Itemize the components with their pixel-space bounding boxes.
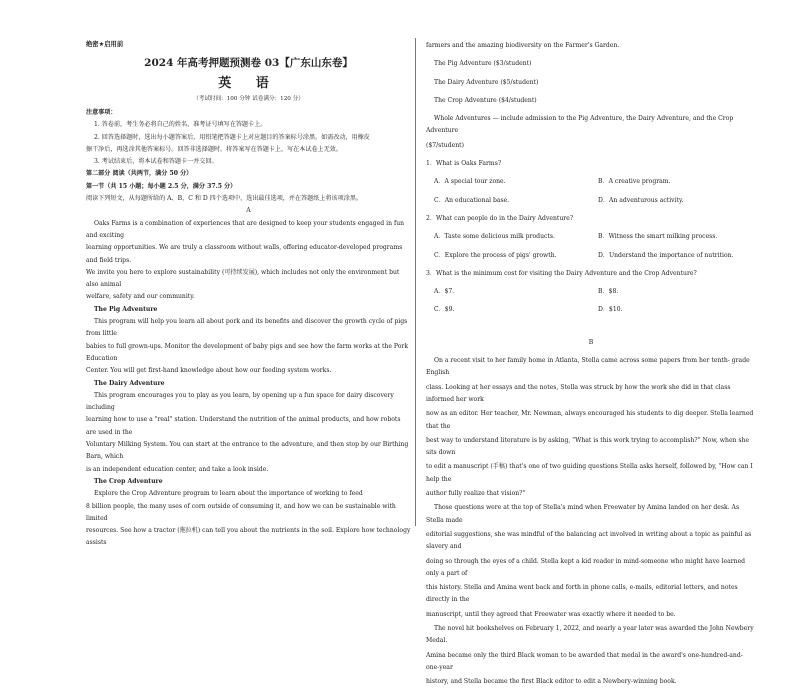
instruction-text: 阅读下列短文，从每题所给的 A、B、C 和 D 四个选项中，选出最佳选项，并在答题纸上将该项涂黑。 <box>86 195 363 203</box>
intro-line: We invite you here to explore sustainability (可持续发展), which includes not only the environment but also animal <box>86 268 400 289</box>
option-row <box>426 304 756 316</box>
b-para2-line: editorial suggestions, she was mindful of the balancing act involved in writing about a topic as painful as slavery and <box>426 530 752 551</box>
passage-b-label: B <box>588 338 594 346</box>
crop-heading: The Crop Adventure <box>94 477 163 485</box>
question-stem: 3．What is the minimum cost for visiting the Dairy Adventure and the Crop Adventure? <box>426 269 697 277</box>
b-para3-line: history, and Stella became the first Black editor to edit a Newbery-winning book. <box>426 678 677 686</box>
crop-line: 8 billion people, the many uses of corn outside of consuming it, and how we can be sustainable with limited <box>86 502 396 522</box>
dairy-line: learning how to use a "real" station. Understand the nutrition of the animal products, and how robots are used in the <box>86 416 401 436</box>
intro-line: welfare, safety and our community. <box>86 293 195 301</box>
part-heading: 第二部分 阅读（共两节，满分 50 分） <box>86 170 193 178</box>
option-c: C．An educational base. <box>434 196 510 204</box>
b-para1-line: class. Looking at her essays and the notes, Stella was struck by how the work she did in that class informed her work <box>426 383 731 403</box>
option-a: A．A special tour zone. <box>434 178 506 186</box>
b-para2-line: Those questions were at the top of Stella's mind when Freewater by Amina landed on her desk. As Stella made <box>426 504 740 524</box>
crop-line: Explore the Crop Adventure program to learn about the importance of working to feed <box>94 490 363 498</box>
option-row <box>426 286 756 298</box>
option-c: C．$9. <box>434 306 455 314</box>
b-para1-line: to edit a manuscript (手稿) that's one of two guiding questions Stella asks herself, followed by, "How can I help the <box>426 463 753 483</box>
option-b: B．A creative program. <box>598 178 671 186</box>
price-line: The Pig Adventure ($3/student) <box>434 60 532 68</box>
subject-title: 英 语 <box>218 76 279 91</box>
b-para1-line: author fully realize that vision?" <box>426 490 526 498</box>
price-line: The Crop Adventure ($4/student) <box>434 96 537 104</box>
option-d: D．An adventurous activity. <box>598 196 684 204</box>
pig-line: Center. You will get first-hand knowledge about how our feeding system works. <box>86 367 332 375</box>
section-heading: 第一节（共 15 小题；每小题 2.5 分，满分 37.5 分） <box>86 182 237 190</box>
option-row <box>426 231 756 243</box>
right-column <box>426 38 756 688</box>
dairy-line: is an independent education center, and take a look inside. <box>86 465 269 473</box>
option-a: A．Taste some delicious milk products. <box>434 233 555 241</box>
left-column <box>86 38 411 550</box>
notice-line: 擦干净后，再选涂其他答案标号。回答非选择题时，将答案写在答题卡上，写在本试卷上无效。 <box>86 145 342 153</box>
b-para3-line: Amina became only the third Black woman to be awarded that medal in the award's one-hundred-and-one-year <box>426 651 743 671</box>
pig-line: babies to full grown-ups. Monitor the development of baby pigs and see how the farm works at the Pork Education <box>86 342 409 362</box>
b-para1-line: best way to understand literature is by asking, "What is this work trying to accomplish?" Now, when she sits down <box>426 436 750 457</box>
notice-line: 1. 答卷前，考生务必将自己的姓名、准考证号填写在答题卡上。 <box>94 121 267 129</box>
option-d: D．Understand the importance of nutrition. <box>598 251 734 259</box>
intro-line: Oaks Farms is a combination of experiences that are designed to keep your students engaged in fun and exciting <box>86 219 405 239</box>
price-line: The Dairy Adventure ($5/student) <box>434 78 539 86</box>
b-para3-line: The novel hit bookshelves on February 1, 2022, and nearly a year later was awarded the John Newbery Medal. <box>426 624 754 645</box>
option-row <box>426 195 756 207</box>
pig-heading: The Pig Adventure <box>94 305 158 313</box>
option-row <box>426 176 756 188</box>
continued-line: farmers and the amazing biodiversity on the Farmer's Garden. <box>426 42 620 49</box>
whole-line: ($7/student) <box>426 141 464 149</box>
whole-line: Whole Adventures — include admission to the Pig Adventure, the Dairy Adventure, and the Crop Adventure <box>426 115 734 135</box>
question-stem: 2．What can people do in the Dairy Adventure? <box>426 214 574 222</box>
secret-label: 绝密★启用前 <box>86 41 124 48</box>
notice-line: 2. 回答选择题时，选出每小题答案后，用铅笔把答题卡上对应题目的答案标号涂黑。如需改动，用橡皮 <box>94 133 370 141</box>
crop-line: resources. See how a tractor (拖拉机) can tell you about the nutrients in the soil. Explore how technology assists <box>86 527 411 547</box>
option-row <box>426 250 756 262</box>
b-para2-line: manuscript, until they agreed that Freewater was exactly where it needed to be. <box>426 610 676 618</box>
option-b: B．Witness the smart milking process. <box>598 233 718 241</box>
notice-heading: 注意事项： <box>86 109 117 116</box>
exam-title: 2024 年高考押题预测卷 03【广东山东卷】 <box>144 57 353 69</box>
option-b: B．$8. <box>598 288 619 296</box>
option-d: D．$10. <box>598 306 623 314</box>
b-para2-line: doing so through the eyes of a child. Stella kept a kid reader in mind-someone who might have learned only a part of <box>426 557 746 577</box>
option-a: A．$7. <box>434 288 455 296</box>
dairy-line: Voluntary Milking System. You can start at the entrance to the adventure, and then stop by our Birthing Barn, which <box>86 441 409 461</box>
notice-line: 3. 考试结束后，将本试卷和答题卡一并交回。 <box>94 158 218 166</box>
exam-info: （考试时间：100 分钟 试卷满分：120 分） <box>193 96 304 102</box>
b-para1-line: On a recent visit to her family home in Atlanta, Stella came across some papers from her tenth- grade English <box>426 357 750 377</box>
passage-label: A <box>246 207 251 215</box>
b-para2-line: this history. Stella and Amina went back and forth in phone calls, e-mails, editorial letters, and notes directly in the <box>426 584 738 604</box>
option-c: C．Explore the process of pigs' growth. <box>434 251 557 259</box>
column-divider <box>415 38 416 526</box>
intro-line: learning opportunities. We are truly a classroom without walls, offering educator-developed programs and field trips. <box>86 244 403 264</box>
dairy-line: This program encourages you to play as you learn, by opening up a fun space for dairy discovery including <box>86 391 394 412</box>
dairy-heading: The Dairy Adventure <box>94 379 165 387</box>
question-stem: 1．What is Oaks Farms? <box>426 160 502 168</box>
b-para1-line: now as an editor. Her teacher, Mr. Newman, always encouraged his students to dig deeper. Stella learned that the <box>426 410 754 430</box>
pig-line: This program will help you learn all about pork and its benefits and discover the growth cycle of pigs from little <box>86 318 408 338</box>
